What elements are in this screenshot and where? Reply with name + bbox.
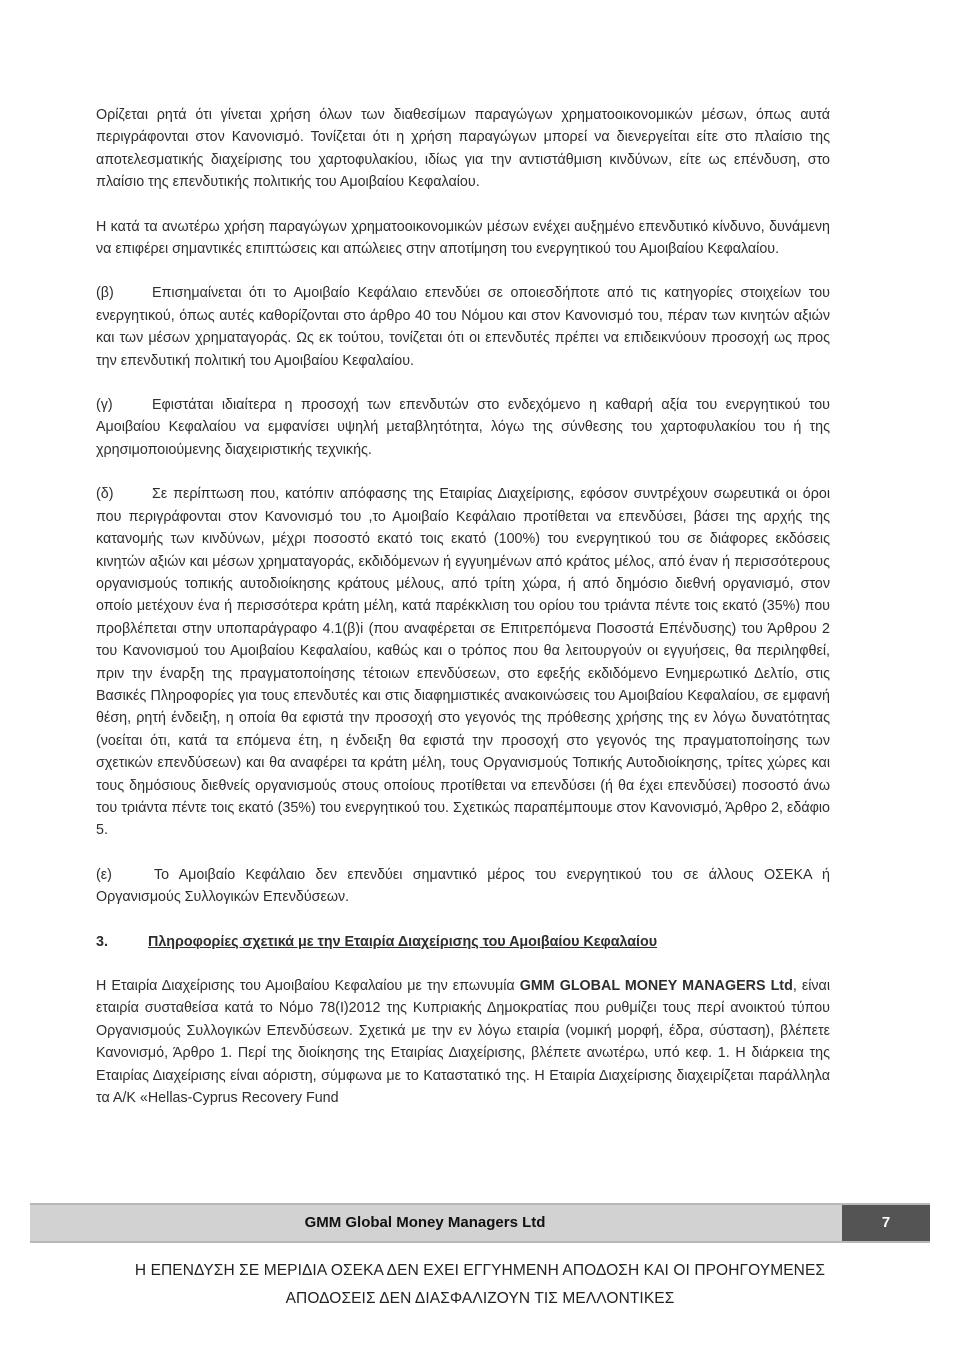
paragraph-d-text: Σε περίπτωση που, κατόπιν απόφασης της Εταιρίας Διαχείρισης, εφόσον συντρέχουν σωρευτικά οι όροι που περιγράφονται στον Κανονισμό του ,το Αμοιβαίο Κεφάλαιο προτίθεται να επενδύσει, βάσει της αρχής της κατανομής των κινδύνων, μέχρι ποσοστό εκατό τοις εκατό (100%) του ενεργητικού του σε διάφορες εκδόσεις κινητών αξιών και μέσων χρηματαγοράς, εκδιδόμενων ή εγγυημένων από κράτος μέλος, από έναν ή περισσότερους οργανισμούς τοπικής αυτοδιοίκησης κράτους μέλους, από τρίτη χώρα, ή από δημόσιο διεθνή οργανισμό, στον οποίο μετέχουν ένα ή περισσότερα κράτη μέλη, κατά παρέκκλιση του ορίου του τριάντα πέντε τοις εκατό (35%) που προβλέπεται στην υποπαράγραφο 4.1(β)i (που αναφέρεται σε Επιτρεπόμενα Ποσοστά Επένδυσης) του Άρθρου 2 του Κανονισμού του Αμοιβαίου Κεφαλαίου, καθώς και ο τρόπος που θα λειτουργούν οι εγγυήσεις, θα περιληφθεί, πριν την έναρξη της πραγματοποίησης τέτοιων επενδύσεων, στο εφεξής εκδιδόμενο Ενημερωτικό Δελτίο, στις Βασικές Πληροφορίες για τους επενδυτές και στις διαφημιστικές ανακοινώσεις του Αμοιβαίου Κεφαλαίου, σε εμφανή θέση, ρητή ένδειξη, η οποία θα εφιστά την προσοχή στο γεγονός της πρόθεσης χρήσης της εν λόγω δυνατότητας (νοείται ότι, κατά τα επόμενα έτη, η ένδειξη θα εφιστά την προσοχή στο γεγονός της πραγματοποίησης των σχετικών επενδύσεων) και θα αναφέρει τα κράτη μέλη, τους Οργανισμούς Τοπικής Αυτοδιοίκησης, τρίτες χώρες και τους δημόσιους διεθνείς οργανισμούς στους οποίους προτίθεται να επενδύσει (ή θα έχει επενδύσει) ποσοστό άνω του τριάντα πέντε τοις εκατό (35%) του ενεργητικού του. Σχετικώς παραπέμπουμε στον Κανονισμό, Άρθρο 2, εδάφιο 5. (96, 486, 830, 839)
footer-band (30, 1203, 930, 1243)
management-company-name: GMM GLOBAL MONEY MANAGERS Ltd (519, 978, 793, 994)
paragraph-derivatives-risk: Η κατά τα ανωτέρω χρήση παραγώγων χρηματοοικονομικών μέσων ενέχει αυξημένο επενδυτικό κίνδυνο, δυνάμενη να επιφέρει σημαντικές επιπτώσεις και απώλειες στην αποτίμηση του ενεργητικού του Αμοιβαίου Κεφαλαίου. (96, 218, 830, 258)
section-3-heading (96, 931, 830, 953)
page-number: 7 (842, 1205, 930, 1241)
section-3-title: Πληροφορίες σχετικά με την Εταιρία Διαχείρισης του Αμοιβαίου Κεφαλαίου (148, 933, 658, 950)
section-3-number: 3. (96, 933, 108, 950)
paragraph-c-label: (γ) (96, 397, 113, 414)
paragraph-d (96, 483, 830, 842)
section-3-paragraph (96, 975, 830, 1109)
paragraph-c (96, 394, 830, 461)
footer-company-name: GMM Global Money Managers Ltd (304, 1214, 546, 1231)
paragraph-b (96, 282, 830, 372)
paragraph-c-text: Εφιστάται ιδιαίτερα η προσοχή των επενδυτών στο ενδεχόμενο η καθαρή αξία του ενεργητικού του Αμοιβαίου Κεφαλαίου να εμφανίσει υψηλή μεταβλητότητα, λόγω της σύνθεσης του χαρτοφυλακίου του ή της χρησιμοποιούμενης διαχειριστικής τεχνικής. (96, 397, 830, 458)
paragraph-e-text: Το Αμοιβαίο Κεφάλαιο δεν επενδύει σημαντικό μέρος του ενεργητικού του σε άλλους ΟΣΕΚΑ ή Οργανισμούς Συλλογικών Επενδύσεων. (96, 866, 830, 906)
section-3-text-before: Η Εταιρία Διαχείρισης του Αμοιβαίου Κεφαλαίου με την επωνυμία (96, 978, 520, 994)
paragraph-e (96, 864, 830, 909)
section-3-text-after: , είναι εταιρία συσταθείσα κατά το Νόμο 78(I)2012 της Κυπριακής Δημοκρατίας που ρυθμίζει τους περί ανοικτού τύπου Οργανισμούς Συλλογικών Επενδύσεων. Σχετικά με την εν λόγω εταιρία (νομική μορφή, έδρα, σύσταση), βλέπετε Κανονισμό, Άρθρο 1. Περί της διοίκησης της Εταιρίας Διαχείρισης, βλέπετε ανωτέρω, υπό κεφ. 1. Η διάρκεια της Εταιρίας Διαχείρισης είναι αόριστη, σύμφωνα με το Καταστατικό της. Η Εταιρία Διαχείρισης διαχειρίζεται παράλληλα τα Α/Κ «Hellas-Cyprus Recovery Fund (96, 978, 830, 1107)
disclaimer-line-2: ΑΠΟΔΟΣΕΙΣ ΔΕΝ ΔΙΑΣΦΑΛΙΖΟΥΝ ΤΙΣ ΜΕΛΛΟΝΤΙΚΕΣ (285, 1290, 675, 1307)
paragraph-b-label: (β) (96, 285, 114, 302)
paragraph-e-label: (ε) (96, 866, 112, 883)
paragraph-derivatives-use: Ορίζεται ρητά ότι γίνεται χρήση όλων των διαθεσίμων παραγώγων χρηματοοικονομικών μέσων, όπως αυτά περιγράφονται στον Κανονισμό. Τονίζεται ότι η χρήση παραγώγων μπορεί να διενεργείται είτε στο πλαίσιο της αποτελεσματικής διαχείρισης του χαρτοφυλακίου, ιδίως για την αντιστάθμιση κινδύνων, είτε ως επένδυση, στο πλαίσιο της επενδυτικής πολιτικής του Αμοιβαίου Κεφαλαίου. (96, 107, 830, 191)
paragraph-b-text: Επισημαίνεται ότι το Αμοιβαίο Κεφάλαιο επενδύει σε οποιεσδήποτε από τις κατηγορίες στοιχείων του ενεργητικού, όπως αυτές καθορίζονται στο άρθρο 40 του Νόμου και στον Κανονισμό του, πέραν των κινητών αξιών και των μέσων χρηματαγοράς. Ως εκ τούτου, τονίζεται ότι οι επενδυτές πρέπει να επιδεικνύουν προσοχή ως προς την επενδυτική πολιτική του Αμοιβαίου Κεφαλαίου. (96, 285, 830, 369)
document-body (96, 104, 830, 1109)
disclaimer-line-1: Η ΕΠΕΝΔΥΣΗ ΣΕ ΜΕΡΙΔΙΑ ΟΣΕΚΑ ΔΕΝ ΕΧΕΙ ΕΓΓΥΗΜΕΝΗ ΑΠΟΔΟΣΗ ΚΑΙ ΟΙ ΠΡΟΗΓΟΥΜΕΝΕΣ (134, 1262, 826, 1279)
paragraph-d-label: (δ) (96, 486, 114, 503)
